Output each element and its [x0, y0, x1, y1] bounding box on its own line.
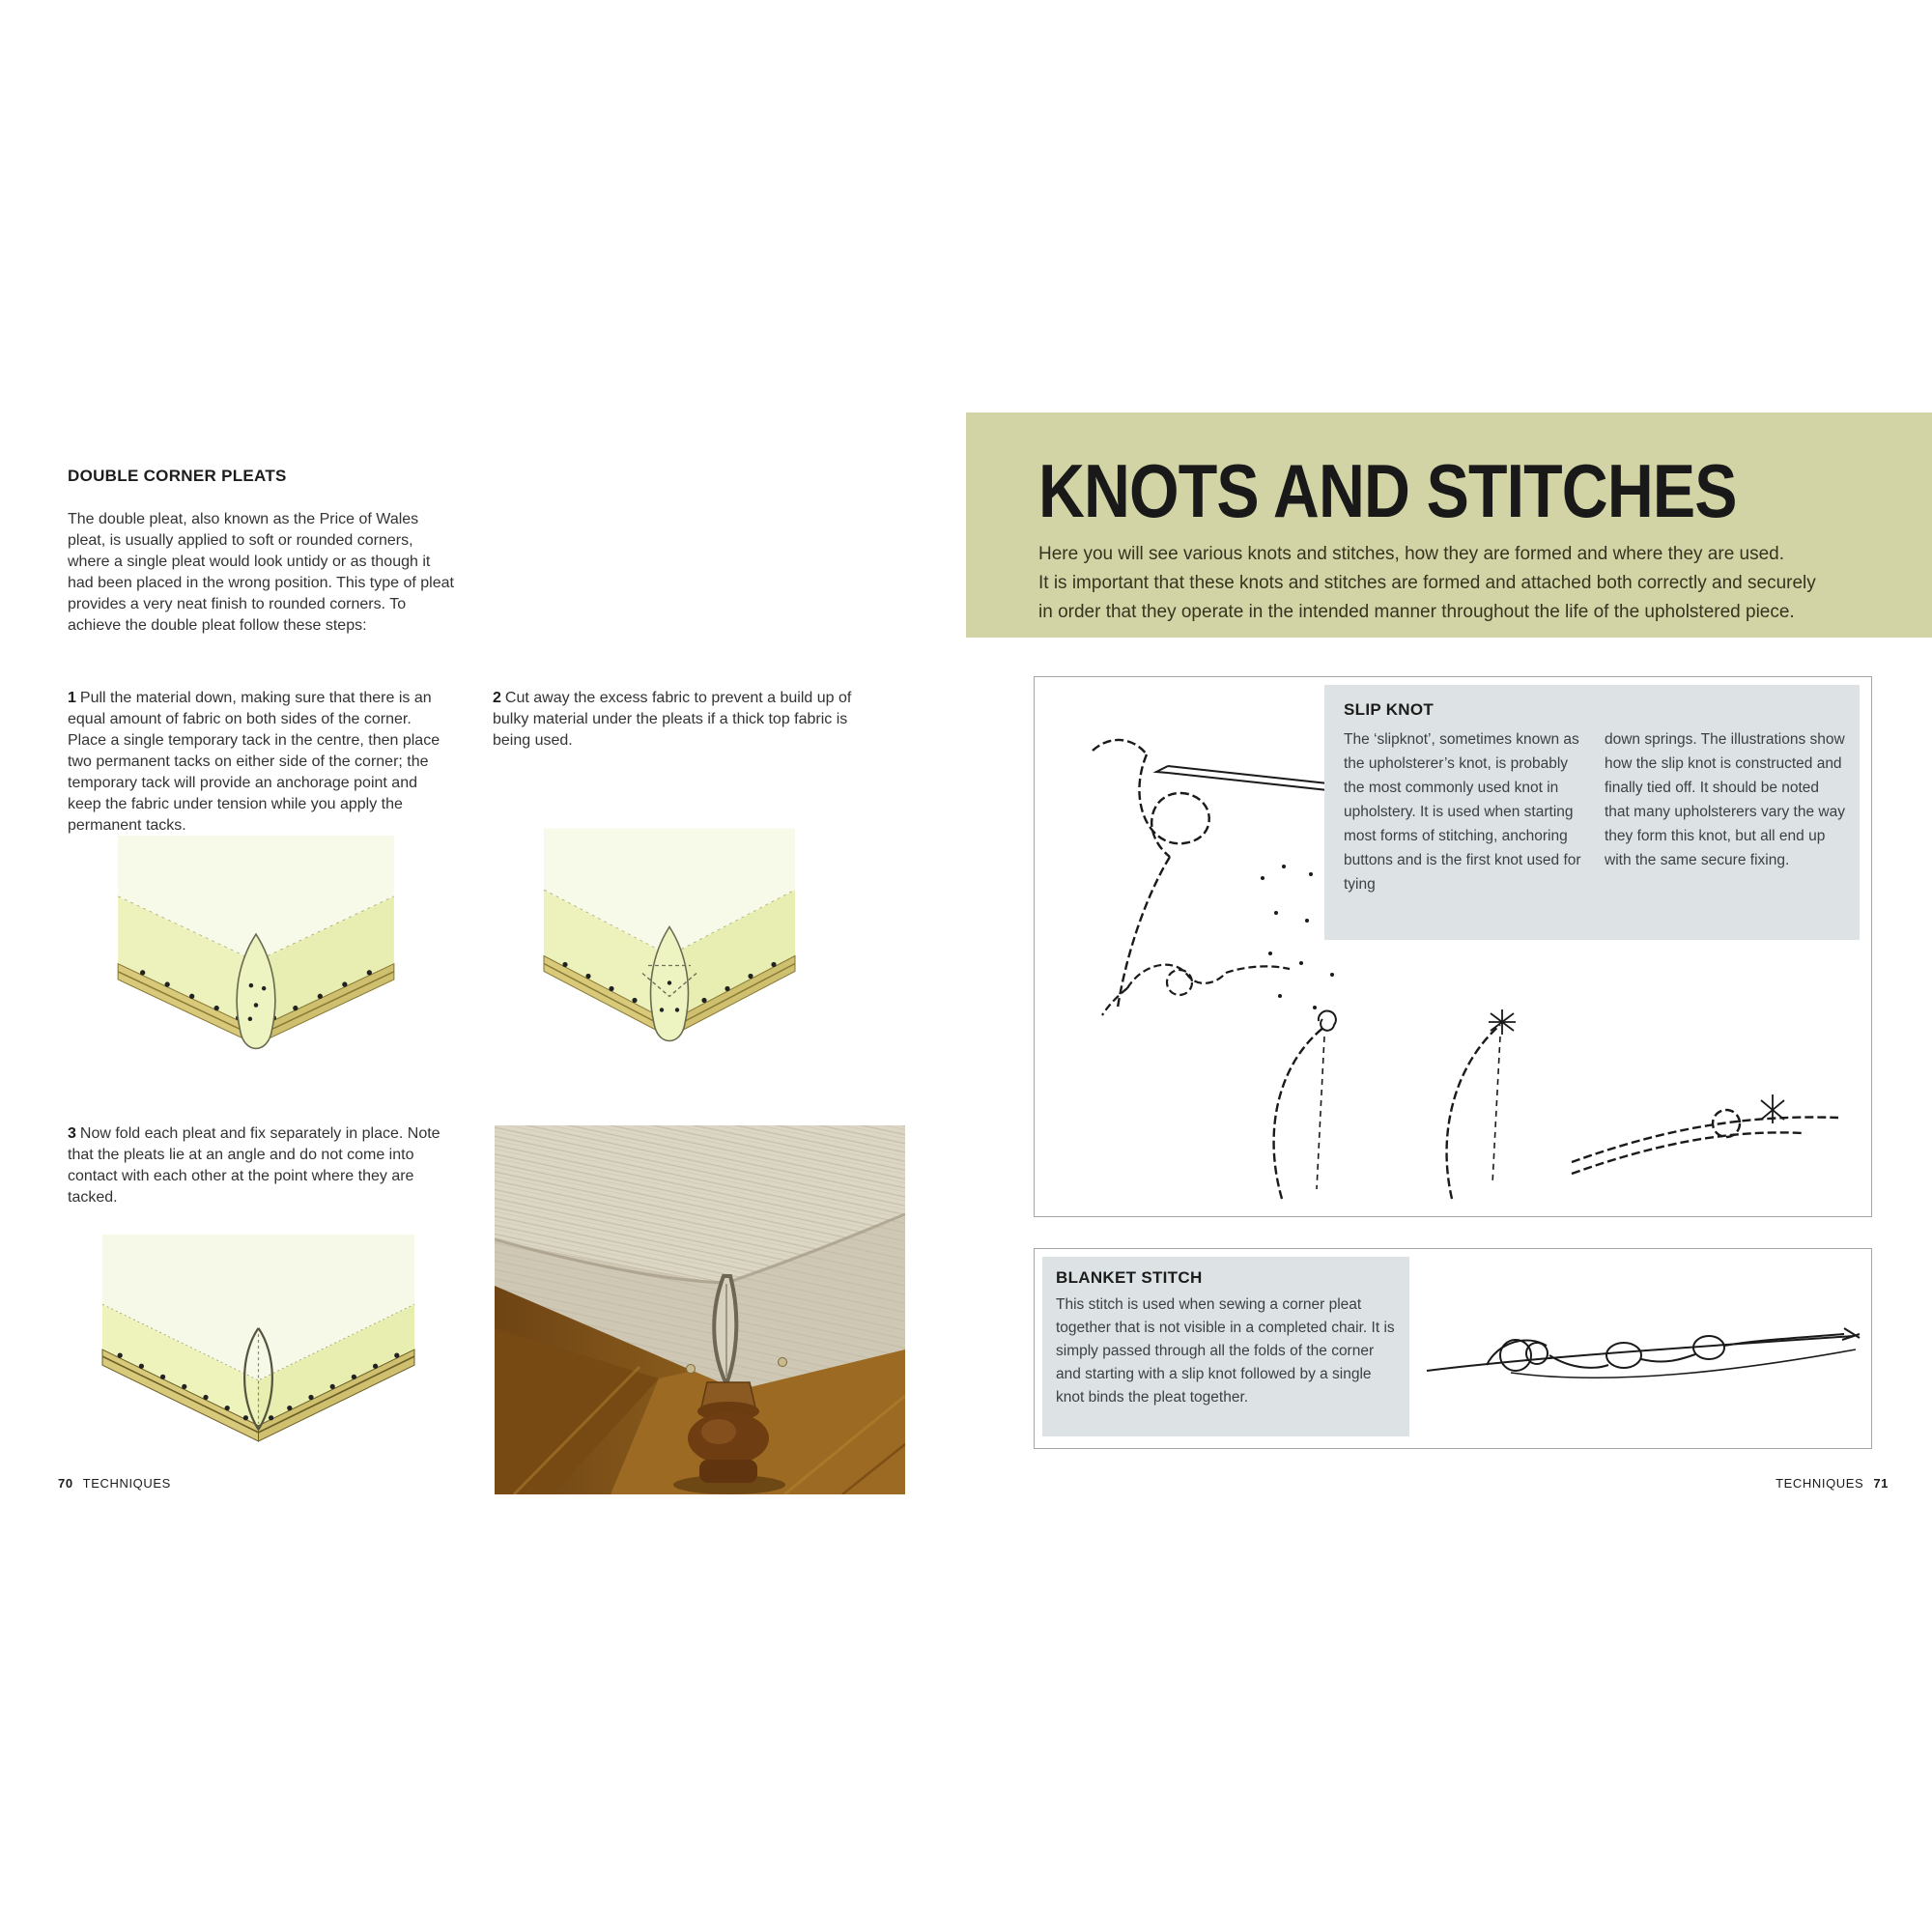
step-3-text: Now fold each pleat and fix separately in place. Note that the pleats lie at an angle and do not come into contact with each other at the point where they are tacked. — [68, 1125, 440, 1206]
blanket-stitch-text: This stitch is used when sewing a corner pleat together that is not visible in a completed chair. It is simply passed through all the folds of the corner and starting with a slip knot followed by a single knot binds the pleat together. — [1056, 1296, 1395, 1406]
corner-pleat-step1-illustration — [106, 836, 406, 1077]
corner-pleat-step2-illustration — [534, 826, 805, 1072]
step-3-number: 3 — [68, 1125, 76, 1142]
blanket-stitch-heading: BLANKET STITCH — [1056, 1268, 1203, 1287]
intro-paragraph: The double pleat, also known as the Price of Wales pleat, is usually applied to soft or rounded corners, where a single pleat would look untidy or as though it had been placed in the wrong position. This type of pleat provides a very neat finish to rounded corners. To achieve the double pleat follow these steps: — [68, 511, 454, 634]
blanket-stitch-panel — [1042, 1257, 1409, 1436]
step-2 — [493, 688, 874, 752]
page-number-right: 71 — [1873, 1476, 1889, 1491]
page-number-left: 70 — [58, 1476, 73, 1491]
page-title: KNOTS AND STITCHES — [1038, 448, 1737, 533]
slip-knot-box — [1034, 676, 1872, 1217]
chapter-intro-line2: It is important that these knots and stitches are formed and attached both correctly and securely — [1038, 573, 1816, 593]
chapter-intro-line3: in order that they operate in the intended manner throughout the life of the upholstered piece. — [1038, 602, 1795, 622]
chapter-intro — [1038, 540, 1869, 627]
footer-left — [58, 1476, 171, 1491]
blanket-stitch-illustration — [1419, 1278, 1863, 1423]
chapter-banner — [966, 412, 1932, 638]
step-2-text: Cut away the excess fabric to prevent a build up of bulky material under the pleats if a thick top fabric is being used. — [493, 690, 852, 749]
slip-knot-column-2: down springs. The illustrations show how the slip knot is constructed and finally tied off. It should be noted that many upholsterers vary the way they form this knot, but all end up with the same secure fixing. — [1605, 731, 1845, 868]
footstool-corner-photo — [495, 1125, 905, 1494]
chapter-intro-line1: Here you will see various knots and stitches, how they are formed and where they are used. — [1038, 544, 1785, 564]
blanket-stitch-box — [1034, 1248, 1872, 1449]
slip-knot-column-1: The ‘slipknot’, sometimes known as the upholsterer’s knot, is probably the most commonly used knot in upholstery. It is used when starting most forms of stitching, anchoring buttons and is the first knot used for tying — [1344, 731, 1581, 893]
section-heading: DOUBLE CORNER PLEATS — [68, 467, 287, 485]
step-2-number: 2 — [493, 690, 501, 706]
footer-left-label: TECHNIQUES — [82, 1476, 171, 1491]
step-1 — [68, 688, 454, 837]
footer-right-label: TECHNIQUES — [1776, 1476, 1864, 1491]
slip-knot-panel — [1324, 685, 1860, 940]
step-1-text: Pull the material down, making sure that there is an equal amount of fabric on both sides of the corner. Place a single temporary tack in the centre, then place two permanent tacks on either side of the corner; the temporary tack will provide an anchorage point and keep the fabric under tension while you apply the permanent tacks. — [68, 690, 440, 834]
right-page — [966, 0, 1932, 1932]
step-1-number: 1 — [68, 690, 76, 706]
footer-right — [1776, 1476, 1898, 1491]
slip-knot-heading: SLIP KNOT — [1344, 700, 1435, 719]
corner-pleat-step3-illustration — [92, 1235, 425, 1447]
step-3 — [68, 1123, 454, 1208]
